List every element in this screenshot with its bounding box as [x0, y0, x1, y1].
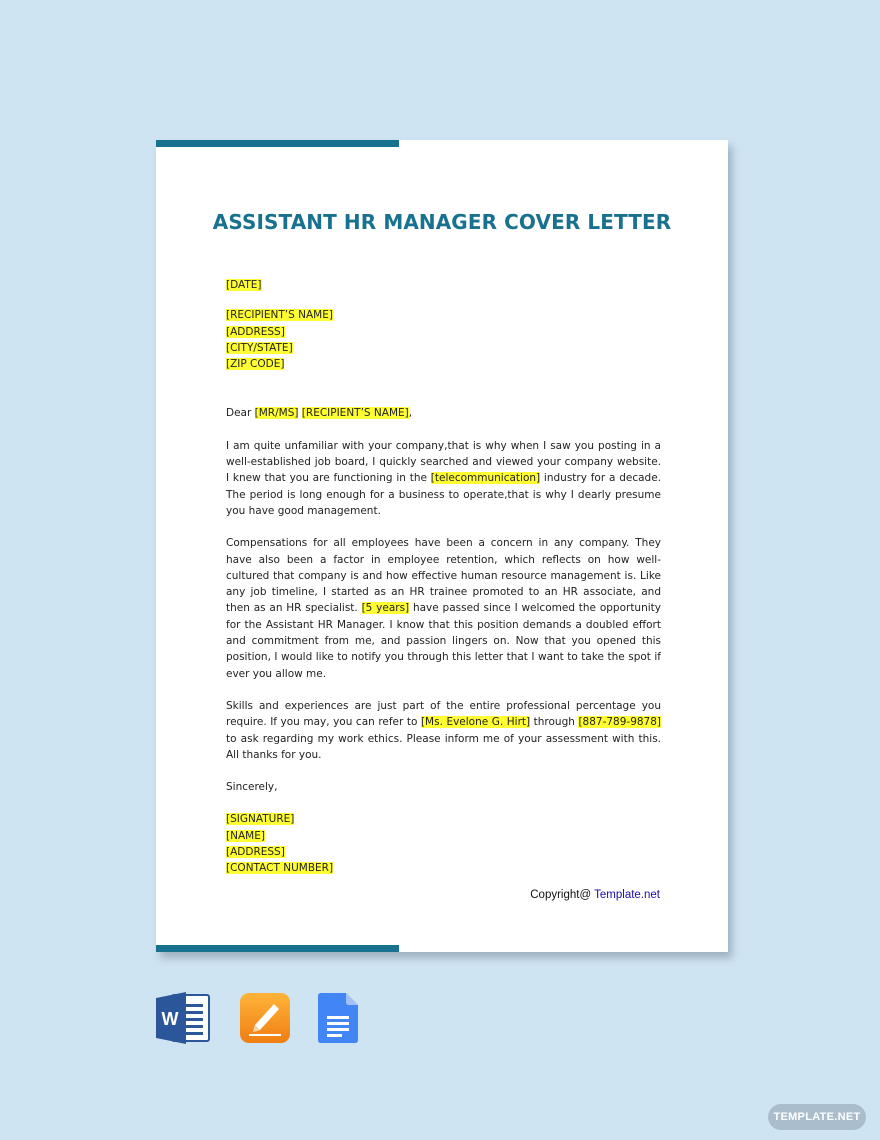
reference-name-placeholder: [Ms. Evelone G. Hirt] — [420, 716, 531, 729]
copyright-line: Copyright@ Template.net — [530, 889, 660, 901]
template-net-link[interactable]: Template.net — [594, 889, 660, 901]
signature-placeholder: [SIGNATURE] — [226, 813, 295, 826]
sender-address: [ADDRESS] — [226, 846, 285, 859]
pages-icon[interactable] — [239, 992, 291, 1044]
paragraph-2: Compensations for all employees have been a concern in any company. They have also been a factor in employee retention, which reflects on how well-cultured that company is and how effective human resource management is. Like any job timeline, I started as an HR trainee promoted to an HR associate, and then as an HR specialist. [5 years] have passed since I welcomed the opportunity for the Assistant HR Manager. I know that this position demands a doubled effort and commitment from me, and passion lingers on. Now that you opened this position, I would like to notify you through this letter that I want to take the spot if ever you allow me. — [226, 537, 661, 680]
paragraph-3: Skills and experiences are just part of the entire professional percentage you require. If you may, you can refer to [Ms. Evelone G. Hirt] through [887-789-9878] to ask regarding my work ethics. Please inform me of your assessment with this. All thanks for you. — [226, 699, 662, 761]
reference-phone-placeholder: [887-789-9878] — [578, 716, 662, 729]
bottom-accent-bar — [156, 945, 399, 952]
recipient-block — [226, 307, 661, 372]
salutation: Dear [MR/MS] [RECIPIENT’S NAME], — [226, 407, 413, 420]
recipient-name: [RECIPIENT’S NAME] — [226, 309, 333, 322]
recipient-address: [ADDRESS] — [226, 325, 285, 338]
salutation-name: [RECIPIENT’S NAME] — [301, 407, 409, 420]
recipient-city-state: [CITY/STATE] — [226, 341, 293, 354]
document-page — [156, 140, 728, 952]
google-docs-icon[interactable] — [318, 992, 360, 1044]
recipient-zip: [ZIP CODE] — [226, 358, 285, 371]
date-line — [226, 277, 661, 293]
letter-body — [226, 277, 661, 877]
template-net-badge[interactable]: TEMPLATE.NET — [768, 1104, 866, 1130]
sender-contact-number: [CONTACT NUMBER] — [226, 862, 334, 875]
paragraph-1: I am quite unfamiliar with your company,that is why when I saw you posting in a well-established job board, I quickly searched and viewed your company website. I knew that you are functioning in the [telecommunication] industry for a decade. The period is long enough for a business to operate,that is why I dearly presume you have good management. — [226, 439, 661, 517]
date-placeholder: [DATE] — [226, 279, 262, 291]
svg-text:W: W — [161, 1009, 179, 1029]
industry-placeholder: [telecommunication] — [430, 472, 541, 485]
salutation-title: [MR/MS] — [254, 407, 299, 420]
years-placeholder: [5 years] — [361, 602, 410, 615]
sender-name: [NAME] — [226, 829, 265, 842]
word-icon[interactable] — [156, 992, 210, 1044]
closing: Sincerely, — [226, 781, 278, 794]
page-title: ASSISTANT HR MANAGER COVER LETTER — [212, 210, 672, 234]
top-accent-bar — [156, 140, 399, 147]
signature-block — [226, 811, 661, 876]
